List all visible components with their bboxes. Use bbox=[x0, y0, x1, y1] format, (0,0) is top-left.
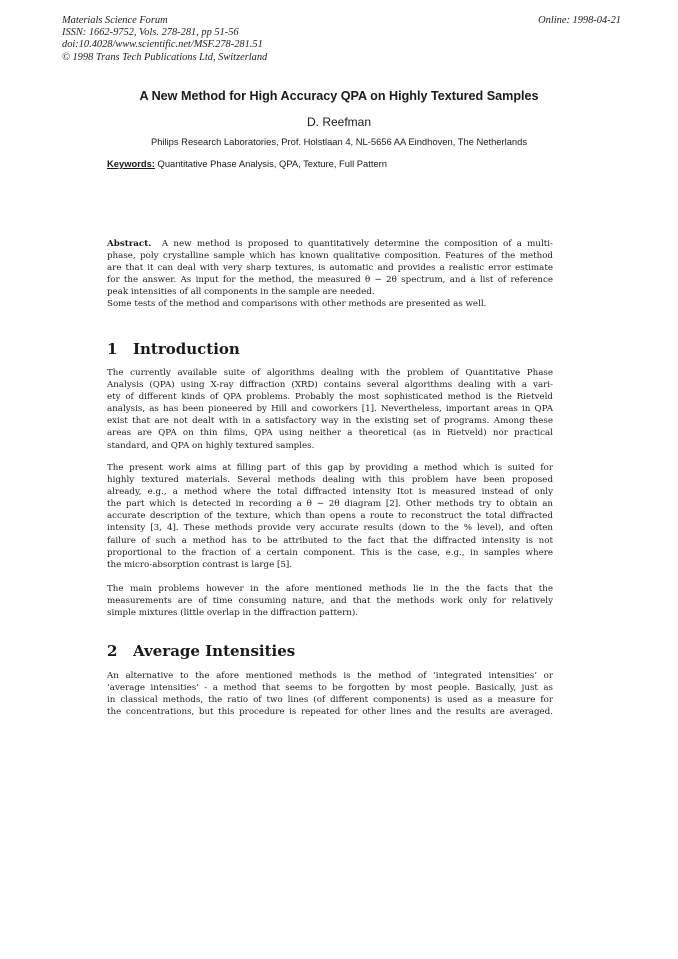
text-line: highly textured materials. Several methods dealing with this problem have been proposed bbox=[107, 475, 553, 486]
section-1-heading bbox=[107, 340, 240, 358]
abstract-line-text: A new method is proposed to quantitatively determine the composition of a multi- bbox=[161, 239, 553, 249]
text-line: simple mixtures (little overlap in the diffraction pattern). bbox=[107, 608, 359, 619]
online-date: Online: 1998-04-21 bbox=[538, 15, 621, 26]
copyright-line: © 1998 Trans Tech Publications Ltd, Switzerland bbox=[62, 51, 268, 63]
text-line: standard, and QPA on highly textured samples. bbox=[107, 440, 315, 451]
text-line: exist that are not dealt with in a satisfactory way in the existing set of programs. Among these bbox=[107, 416, 553, 427]
journal-name: Materials Science Forum bbox=[62, 15, 168, 26]
section-2-number: 2 bbox=[107, 642, 118, 660]
text-line: in classical methods, the ratio of two lines (of different components) is used as a measure for bbox=[107, 695, 553, 706]
keywords-line bbox=[107, 158, 387, 169]
text-line: Analysis (QPA) using X-ray diffraction (XRD) contains several algorithms dealing with a vari- bbox=[107, 380, 553, 391]
abstract-line: Some tests of the method and comparisons with other methods are presented as well. bbox=[107, 299, 487, 310]
abstract-line: phase, poly crystalline sample which has known qualitative composition. Features of the method bbox=[107, 251, 553, 262]
abstract-label: Abstract. bbox=[107, 239, 152, 249]
issn-line: ISSN: 1662-9752, Vols. 278-281, pp 51-56 bbox=[62, 27, 239, 39]
abstract-line bbox=[107, 238, 553, 250]
section-1-title: Introduction bbox=[133, 340, 240, 358]
text-line: The present work aims at filling part of this gap by providing a method which is suited for bbox=[107, 463, 553, 473]
text-line: measurements are of time consuming nature, and that the methods work only for relatively bbox=[107, 596, 553, 607]
author-affiliation: Philips Research Laboratories, Prof. Holstlaan 4, NL-5656 AA Eindhoven, The Netherlands bbox=[150, 136, 528, 147]
text-line: intensity [3, 4]. These methods provide very accurate results (down to the % level), and often bbox=[107, 523, 553, 534]
text-line: areas are QPA on thin films, QPA using neither a theoretical (as in Rietveld) nor practical bbox=[107, 428, 553, 439]
abstract bbox=[107, 238, 553, 311]
text-line: the concentrations, but this procedure is repeated for other lines and the results are averaged. bbox=[107, 707, 553, 718]
journal-header bbox=[62, 15, 267, 64]
paper-author: D. Reefman bbox=[306, 115, 372, 129]
intro-paragraph-3 bbox=[107, 583, 553, 619]
keywords-text: Quantitative Phase Analysis, QPA, Texture, Full Pattern bbox=[157, 158, 387, 169]
text-line: ety of different kinds of QPA problems. Probably the most sophisticated method is the Rietveld bbox=[107, 392, 553, 403]
section-2-heading bbox=[107, 642, 295, 660]
intro-paragraph-1 bbox=[107, 367, 553, 452]
text-line: already, e.g., a method where the total diffracted intensity Itot is measured instead of only bbox=[107, 487, 553, 498]
text-line: accurate description of the texture, which than opens a route to reconstruct the total diffracted bbox=[107, 511, 553, 522]
keywords-label: Keywords: bbox=[107, 158, 155, 169]
abstract-line: are that it can deal with very sharp textures, is automatic and provides a realistic error estimate bbox=[107, 263, 553, 274]
doi-line: doi:10.4028/www.scientific.net/MSF.278-281.51 bbox=[62, 39, 263, 51]
average-intensities-paragraph bbox=[107, 670, 553, 718]
abstract-line: peak intensities of all components in the sample are needed. bbox=[107, 287, 375, 298]
text-line: ‘average intensities’ - a method that seems to be forgotten by most people. Basically, just as bbox=[107, 683, 553, 694]
abstract-line: for the answer. As input for the method, the measured θ − 2θ spectrum, and a list of reference bbox=[107, 275, 553, 286]
text-line: proportional to the fraction of a certain component. This is the case, e.g., in samples where bbox=[107, 547, 553, 558]
section-1-number: 1 bbox=[107, 340, 118, 358]
text-line: failure of such a method has to be attributed to the fact that the diffracted intensity is not bbox=[107, 535, 553, 546]
text-line: The main problems however in the afore mentioned methods lie in the the facts that the bbox=[107, 584, 553, 594]
text-line: An alternative to the afore mentioned methods is the method of ‘integrated intensities’ or bbox=[107, 671, 553, 681]
text-line: The currently available suite of algorithms dealing with the problem of Quantitative Phase bbox=[107, 368, 553, 378]
intro-paragraph-2 bbox=[107, 462, 553, 571]
text-line: analysis, as has been pioneered by Hill and coworkers [1]. Nevertheless, important areas in QPA bbox=[107, 404, 553, 415]
text-line: the micro-absorption contrast is large [5]. bbox=[107, 559, 293, 570]
section-2-title: Average Intensities bbox=[133, 642, 296, 660]
text-line: the part which is detected in recording a θ − 2θ diagram [2]. Other methods try to obtain an bbox=[107, 499, 553, 510]
paper-title: A New Method for High Accuracy QPA on Highly Textured Samples bbox=[139, 89, 539, 103]
